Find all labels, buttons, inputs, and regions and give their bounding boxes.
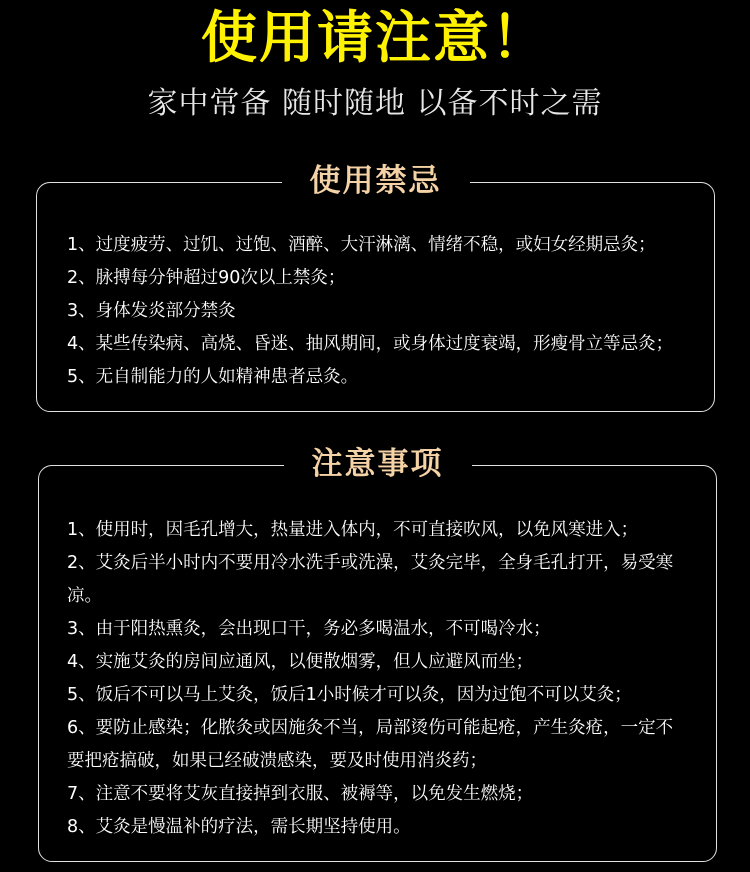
page-title: 使用请注意！ [201, 6, 549, 71]
contraindications-panel [36, 163, 715, 412]
page-subtitle: 家中常备 随时随地 以备不时之需 [147, 86, 603, 121]
precautions-panel [38, 446, 717, 862]
precautions-heading: 注意事项 [284, 444, 472, 484]
precaution-item: 4、实施艾灸的房间应通风，以便散烟雾，但人应避风而坐； [67, 652, 534, 672]
precautions-list [67, 514, 690, 844]
precaution-item: 3、由于阳热熏灸，会出现口干，务必多喝温水，不可喝冷水； [67, 619, 551, 639]
precaution-item: 8、艾灸是慢温补的疗法，需长期坚持使用。 [67, 817, 411, 837]
precaution-item: 5、饭后不可以马上艾灸，饭后1小时候才可以灸，因为过饱不可以艾灸； [67, 685, 632, 705]
precaution-item: 2、艾灸后半小时内不要用冷水洗手或洗澡，艾灸完毕，全身毛孔打开，易受寒凉。 [67, 553, 674, 606]
precaution-item: 1、使用时，因毛孔增大，热量进入体内，不可直接吹风，以免风寒进入； [67, 520, 639, 540]
precaution-item: 6、要防止感染；化脓灸或因施灸不当，局部烫伤可能起疮，产生灸疮，一定不要把疮搞破，如果已经破溃感染，要及时使用消炎药； [67, 718, 674, 771]
contraindication-item: 2、脉搏每分钟超过90次以上禁灸； [67, 268, 346, 288]
contraindication-item: 5、无自制能力的人如精神患者忌灸。 [67, 367, 359, 387]
contraindications-heading: 使用禁忌 [282, 161, 470, 201]
precaution-item: 7、注意不要将艾灰直接掉到衣服、被褥等，以免发生燃烧； [67, 784, 534, 804]
contraindications-list [67, 229, 704, 394]
contraindication-item: 3、身体发炎部分禁灸 [67, 301, 236, 321]
contraindication-item: 4、某些传染病、高烧、昏迷、抽风期间，或身体过度衰竭，形瘦骨立等忌灸； [67, 334, 674, 354]
contraindication-item: 1、过度疲劳、过饥、过饱、酒醉、大汗淋漓、情绪不稳，或妇女经期忌灸； [67, 235, 656, 255]
